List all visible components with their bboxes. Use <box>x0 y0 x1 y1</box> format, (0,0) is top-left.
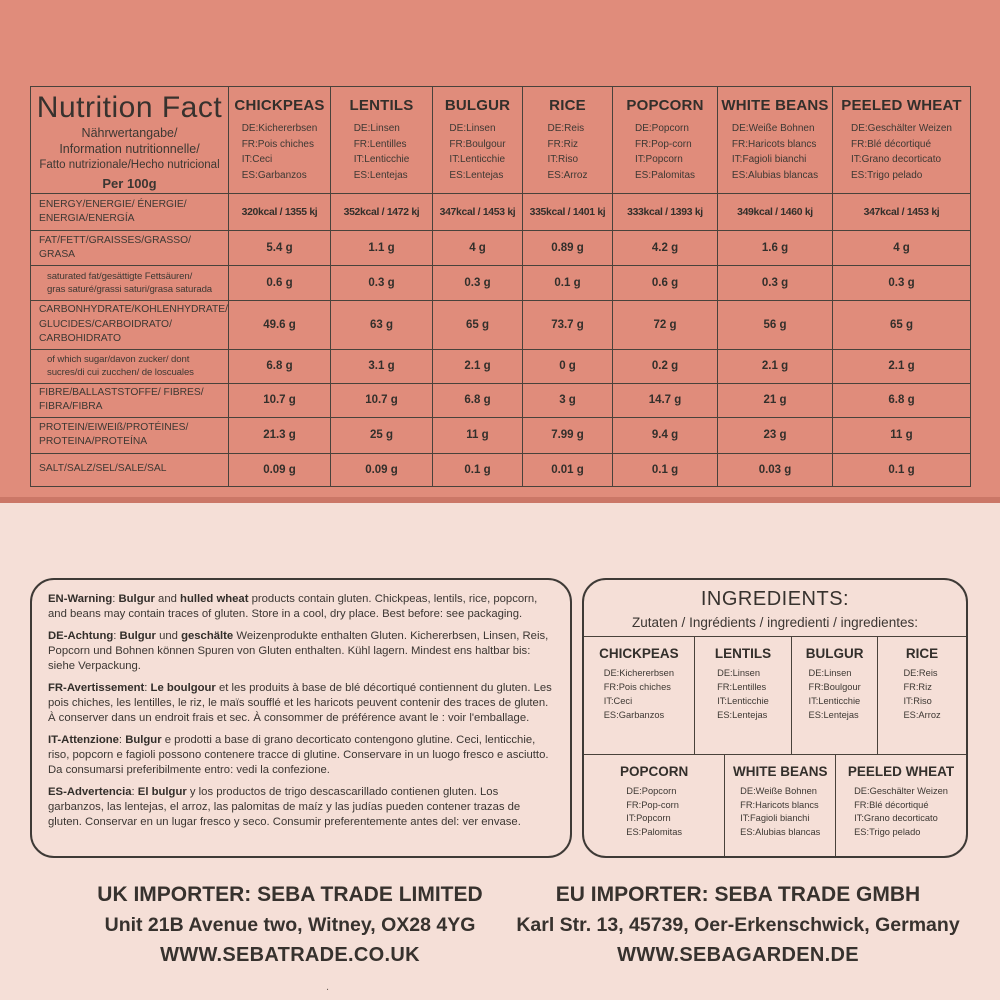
ingredient-cell <box>584 755 725 856</box>
product-name: WHITE BEANS <box>721 97 829 115</box>
product-name: LENTILS <box>349 97 414 115</box>
nutrient-value: 72 g <box>613 301 718 349</box>
product-name: RICE <box>549 97 586 115</box>
nutrient-row <box>31 231 971 266</box>
ingredient-name: CHICKPEAS <box>599 646 679 661</box>
ingredient-name: LENTILS <box>714 646 772 661</box>
ingredient-name: BULGUR <box>805 646 864 661</box>
nutrient-label: FIBRE/BALLASTSTOFFE/ FIBRES/ FIBRA/FIBRA <box>31 383 229 417</box>
warning-paragraph: FR-Avertissement: Le boulgour et les produits à base de blé décortiqué contiennent du gluten. Les pois chiches, les lentilles, le riz, le maïs soufflé et les haricots peuvent contenir des traces de gluten. À conserver dans un endroit frais et sec. À consommer de préférence avant le : voir l'emballage. <box>48 682 552 724</box>
nutrient-value: 0.01 g <box>523 453 613 486</box>
uk-importer-address: Unit 21B Avenue two, Witney, OX28 4YG <box>104 914 476 936</box>
product-translations: DE:Kichererbsen FR:Pois chiches IT:Ceci ES:Garbanzos <box>241 123 318 181</box>
per-100g-label: Per 100g <box>102 176 157 192</box>
nutrient-value: 10.7 g <box>229 383 331 417</box>
nutrient-value: 0.3 g <box>331 266 433 301</box>
nutrient-value: 0.09 g <box>331 453 433 486</box>
product-translations: DE:Linsen FR:Boulgour IT:Lenticchie ES:Lentejas <box>449 123 506 181</box>
ingredient-cell <box>836 755 966 856</box>
nutrient-value: 11 g <box>433 417 523 453</box>
nutrition-title: Nutrition Fact <box>36 91 223 124</box>
ingredient-translations: DE:Reis FR:Riz IT:Riso ES:Arroz <box>903 668 941 720</box>
nutrient-value: 0.2 g <box>613 349 718 383</box>
nutrition-subtitle-line: Information nutritionnelle/ <box>59 142 200 157</box>
nutrient-value: 0.03 g <box>718 453 833 486</box>
nutrient-value: 3 g <box>523 383 613 417</box>
uk-importer-block <box>55 883 525 967</box>
ingredient-cell <box>695 637 792 754</box>
nutrient-row <box>31 266 971 301</box>
product-name: CHICKPEAS <box>234 97 325 115</box>
ingredient-name: PEELED WHEAT <box>847 763 955 779</box>
ingredients-subtitle: Zutaten / Ingrédients / ingredienti / ingredientes: <box>632 615 918 630</box>
warnings-box <box>30 578 572 858</box>
nutrient-value: 1.6 g <box>718 231 833 266</box>
product-header-cell <box>833 87 971 194</box>
nutrient-value: 6.8 g <box>833 383 971 417</box>
ingredient-translations: DE:Popcorn FR:Pop-corn IT:Popcorn ES:Palomitas <box>626 785 683 838</box>
nutrient-label: FAT/FETT/GRAISSES/GRASSO/ GRASA <box>31 231 229 266</box>
nutrient-value: 10.7 g <box>331 383 433 417</box>
ingredients-row-2 <box>584 754 966 856</box>
eu-importer-address: Karl Str. 13, 45739, Oer-Erkenschwick, Germany <box>516 914 960 936</box>
nutrient-value: 0.6 g <box>613 266 718 301</box>
nutrient-value: 4.2 g <box>613 231 718 266</box>
nutrient-row <box>31 453 971 486</box>
product-header-cell <box>433 87 523 194</box>
nutrient-value: 349kcal / 1460 kj <box>718 194 833 231</box>
nutrient-label: SALT/SALZ/SEL/SALE/SAL <box>31 453 229 486</box>
ingredients-header <box>584 580 966 636</box>
nutrient-value: 333kcal / 1393 kj <box>613 194 718 231</box>
nutrition-subtitle-line: Nährwertangabe/ <box>81 126 178 140</box>
nutrient-label: PROTEIN/EIWEIß/PROTÉINES/ PROTEINA/PROTEÍNA <box>31 417 229 453</box>
nutrition-table <box>30 86 971 487</box>
nutrient-value: 320kcal / 1355 kj <box>229 194 331 231</box>
nutrition-subtitle-line: Fatto nutrizionale/Hecho nutricional <box>39 158 220 171</box>
ingredient-translations: DE:Linsen FR:Boulgour IT:Lenticchie ES:Lentejas <box>808 668 861 720</box>
nutrient-value: 9.4 g <box>613 417 718 453</box>
nutrient-row <box>31 194 971 231</box>
nutrient-value: 63 g <box>331 301 433 349</box>
ingredient-name: WHITE BEANS <box>732 763 828 779</box>
nutrient-value: 2.1 g <box>833 349 971 383</box>
nutrient-value: 352kcal / 1472 kj <box>331 194 433 231</box>
uk-importer-name: UK IMPORTER: SEBA TRADE LIMITED <box>97 883 483 906</box>
nutrient-value: 65 g <box>433 301 523 349</box>
nutrient-value: 0.1 g <box>433 453 523 486</box>
uk-importer-website: WWW.SEBATRADE.CO.UK <box>160 944 420 966</box>
product-translations: DE:Reis FR:Riz IT:Riso ES:Arroz <box>547 123 588 181</box>
nutrient-value: 14.7 g <box>613 383 718 417</box>
product-header-cell <box>718 87 833 194</box>
ingredient-cell <box>878 637 966 754</box>
table-header-row <box>31 87 971 194</box>
nutrient-row <box>31 301 971 349</box>
warning-paragraph: IT-Attenzione: Bulgur e prodotti a base di grano decorticato contengono glutine. Ceci, lenticchie, riso, popcorn e fagioli possono contenere tracce di glutine. Conservare in un luogo fresco e asciutto. Da consumarsi preferibilmente entro: vedi la confezione. <box>48 734 549 776</box>
ingredient-name: RICE <box>905 646 939 661</box>
eu-importer-website: WWW.SEBAGARDEN.DE <box>617 944 859 966</box>
warning-paragraph: ES-Advertencia: El bulgur y los productos de trigo descascarillado contienen gluten. Los garbanzos, las lentejas, el arroz, las palomitas de maíz y las judías pueden contener trazas de gluten. Conservar en un lugar fresco y seco. Consumir preferentemente antes del: ver envase. <box>48 786 521 828</box>
nutrient-value: 0.3 g <box>718 266 833 301</box>
product-header-cell <box>523 87 613 194</box>
product-header-cell <box>613 87 718 194</box>
product-name: BULGUR <box>444 97 511 115</box>
nutrient-value: 56 g <box>718 301 833 349</box>
nutrient-value: 0.1 g <box>833 453 971 486</box>
nutrient-value: 21 g <box>718 383 833 417</box>
nutrient-value: 5.4 g <box>229 231 331 266</box>
nutrient-value: 73.7 g <box>523 301 613 349</box>
eu-importer-name: EU IMPORTER: SEBA TRADE GMBH <box>555 883 921 906</box>
nutrient-value: 0.89 g <box>523 231 613 266</box>
product-header-cell <box>229 87 331 194</box>
product-header-cell <box>331 87 433 194</box>
nutrient-value: 0.1 g <box>523 266 613 301</box>
product-name: PEELED WHEAT <box>841 97 962 115</box>
product-translations: DE:Linsen FR:Lentilles IT:Lenticchie ES:Lentejas <box>353 123 410 181</box>
nutrient-value: 2.1 g <box>433 349 523 383</box>
nutrient-label: CARBONHYDRATE/KOHLENHYDRATE/ GLUCIDES/CARBOIDRATO/ CARBOHIDRATO <box>31 301 229 349</box>
nutrient-label: ENERGY/ENERGIE/ ÉNERGIE/ ENERGIA/ENERGÍA <box>31 194 229 231</box>
nutrient-value: 347kcal / 1453 kj <box>433 194 523 231</box>
info-panel <box>0 503 1000 1000</box>
ingredient-translations: DE:Linsen FR:Lentilles IT:Lenticchie ES:Lentejas <box>717 668 769 720</box>
ingredient-translations: DE:Kichererbsen FR:Pois chiches IT:Ceci ES:Garbanzos <box>603 668 675 720</box>
nutrient-value: 3.1 g <box>331 349 433 383</box>
nutrient-value: 0.3 g <box>433 266 523 301</box>
nutrient-value: 25 g <box>331 417 433 453</box>
nutrient-value: 347kcal / 1453 kj <box>833 194 971 231</box>
nutrient-row <box>31 383 971 417</box>
ingredient-name: POPCORN <box>620 763 689 779</box>
nutrient-value: 0 g <box>523 349 613 383</box>
ingredient-cell <box>725 755 836 856</box>
nutrient-value: 6.8 g <box>229 349 331 383</box>
ingredient-translations: DE:Geschälter Weizen FR:Blé décortiqué IT:Grano decorticato ES:Trigo pelado <box>854 785 948 838</box>
ingredient-translations: DE:Weiße Bohnen FR:Haricots blancs IT:Fagioli bianchi ES:Alubias blancas <box>740 785 821 838</box>
nutrient-value: 21.3 g <box>229 417 331 453</box>
nutrient-value: 6.8 g <box>433 383 523 417</box>
nutrient-value: 23 g <box>718 417 833 453</box>
nutrient-value: 7.99 g <box>523 417 613 453</box>
eu-importer-block <box>508 883 968 967</box>
nutrient-label: saturated fat/gesättigte Fettsäuren/ gras saturé/grassi saturi/grasa saturada <box>31 266 229 301</box>
nutrient-value: 11 g <box>833 417 971 453</box>
product-translations: DE:Geschälter Weizen FR:Blé décortiqué IT:Grano decorticato ES:Trigo pelado <box>851 123 952 181</box>
nutrient-value: 0.09 g <box>229 453 331 486</box>
nutrient-value: 4 g <box>833 231 971 266</box>
warning-paragraph: EN-Warning: Bulgur and hulled wheat products contain gluten. Chickpeas, lentils, rice, popcorn, and beans may contain traces of gluten. Store in a cool, dry place. Best before: see packaging. <box>48 593 538 620</box>
nutrient-value: 1.1 g <box>331 231 433 266</box>
nutrient-row <box>31 417 971 453</box>
ingredients-row-1 <box>584 636 966 754</box>
nutrient-value: 49.6 g <box>229 301 331 349</box>
product-translations: DE:Weiße Bohnen FR:Haricots blancs IT:Fagioli bianchi ES:Alubias blancas <box>731 123 819 181</box>
nutrient-value: 65 g <box>833 301 971 349</box>
ingredient-cell <box>792 637 878 754</box>
warning-paragraph: DE-Achtung: Bulgur und geschälte Weizenprodukte enthalten Gluten. Kichererbsen, Linsen, Reis, Popcorn und Bohnen können Spuren von Gluten enthalten. Kühl lagern. Mindest ens haltbar bis: siehe Verpackung. <box>48 630 549 672</box>
nutrient-label: of which sugar/davon zucker/ dont sucres/di cui zucchen/ de loscuales <box>31 349 229 383</box>
nutrition-title-cell <box>31 87 229 194</box>
ingredients-box <box>582 578 968 858</box>
product-translations: DE:Popcorn FR:Pop-corn IT:Popcorn ES:Palomitas <box>634 123 696 181</box>
nutrient-value: 0.6 g <box>229 266 331 301</box>
ingredients-title: INGREDIENTS: <box>700 588 850 610</box>
footnote-dot: . <box>326 981 330 993</box>
nutrient-row <box>31 349 971 383</box>
nutrient-value: 4 g <box>433 231 523 266</box>
nutrition-panel <box>0 0 1000 497</box>
ingredient-cell <box>584 637 695 754</box>
nutrient-value: 0.1 g <box>613 453 718 486</box>
nutrient-value: 335kcal / 1401 kj <box>523 194 613 231</box>
product-name: POPCORN <box>626 97 704 115</box>
nutrient-value: 2.1 g <box>718 349 833 383</box>
nutrient-value: 0.3 g <box>833 266 971 301</box>
